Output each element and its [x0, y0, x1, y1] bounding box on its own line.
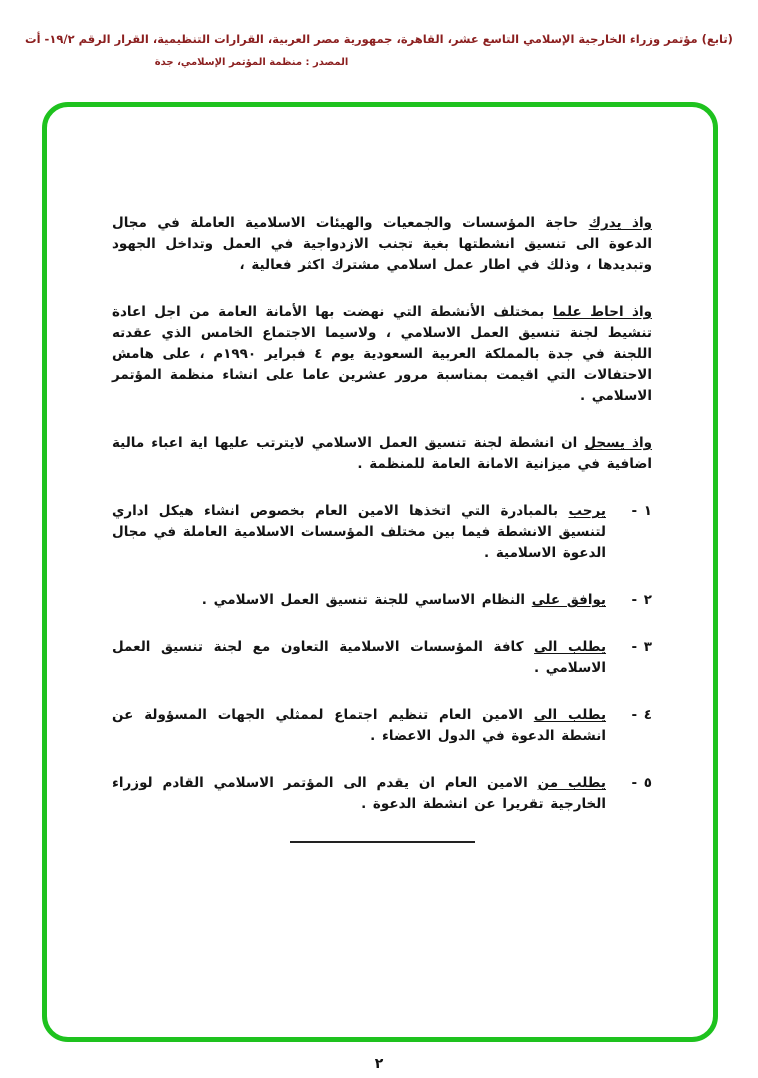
- paragraph-lead: واذ احاط علما: [552, 304, 652, 320]
- item-lead: يطلب الى: [534, 639, 607, 655]
- list-item: [112, 637, 652, 679]
- list-item: [112, 773, 652, 815]
- paragraph: [112, 213, 652, 276]
- paragraph-text: حاجة المؤسسات والجمعيات والهيئات الاسلامية العاملة في مجال الدعوة الى تنسيق انشطتها بغية تجنب الازدواجية في العمل وتداخل الجهود وتبديدها ، وذلك في اطار عمل اسلامي مشترك اكثر فعالية ،: [112, 215, 652, 273]
- paragraph-text: ان انشطة لجنة تنسيق العمل الاسلامي لايترتب عليها اية اعباء مالية اضافية في ميزانية الامانة العامة للمنظمة .: [112, 435, 652, 472]
- item-text: [112, 705, 606, 747]
- item-rest: الامين العام تنظيم اجتماع لممثلي الجهات المسؤولة عن انشطة الدعوة في الدول الاعضاء .: [112, 707, 606, 744]
- item-lead: يوافق على: [531, 592, 606, 608]
- item-number: ٣ -: [631, 639, 652, 655]
- list-item: [112, 590, 652, 611]
- paragraph-text: بمختلف الأنشطة التي نهضت بها الأمانة العامة من اجل اعادة تنشيط لجنة تنسيق العمل الاسلامي ، ولاسيما الاجتماع الخامس الذي عقدته اللجنة في جدة بالمملكة العربية السعودية يوم ٤ فبراير ١٩٩٠م ، على هامش الاحتفالات التي اقيمت بمناسبة مرور عشرين عاما على انشاء منظمة المؤتمر الاسلامي .: [112, 304, 652, 404]
- item-text: [112, 501, 606, 564]
- item-number: ٥ -: [631, 775, 652, 791]
- end-divider: [290, 841, 475, 843]
- document-body: [112, 213, 652, 843]
- item-rest: بالمبادرة التي اتخذها الامين العام بخصوص انشاء هيكل اداري لتنسيق الانشطة فيما بين مختلف المؤسسات الاسلامية العاملة في مجال الدعوة الاسلامية .: [112, 503, 606, 561]
- header-source: المصدر : منظمة المؤتمر الإسلامي، جدة: [154, 57, 349, 68]
- item-text: [112, 590, 606, 611]
- page-number: ٢: [374, 1056, 384, 1072]
- paragraph-lead: واذ يسجل: [584, 435, 653, 451]
- list-item: [112, 705, 652, 747]
- paragraph-lead: واذ يدرك: [588, 215, 652, 231]
- item-text: [112, 637, 606, 679]
- item-rest: الامين العام ان يقدم الى المؤتمر الاسلامي القادم لوزراء الخارجية تقريرا عن انشطة الدعوة .: [112, 775, 606, 812]
- item-number: ٤ -: [631, 707, 652, 723]
- item-lead: يرحب: [568, 503, 606, 519]
- list-item: [112, 501, 652, 564]
- item-number: ١ -: [631, 503, 652, 519]
- paragraph: [112, 433, 652, 475]
- item-rest: كافة المؤسسات الاسلامية التعاون مع لجنة تنسيق العمل الاسلامي .: [112, 639, 606, 676]
- document-header: [0, 32, 758, 68]
- item-lead: يطلب الى: [533, 707, 607, 723]
- header-title: (تابع) مؤتمر وزراء الخارجية الإسلامي التاسع عشر، القاهرة، جمهورية مصر العربية، القرارات التنظيمية، القرار الرقم ١٩/٢- أت: [25, 32, 733, 46]
- item-text: [112, 773, 606, 815]
- paragraph: [112, 302, 652, 407]
- item-rest: النظام الاساسي للجنة تنسيق العمل الاسلامي .: [201, 592, 532, 608]
- item-lead: يطلب من: [537, 775, 607, 791]
- item-number: ٢ -: [631, 592, 652, 608]
